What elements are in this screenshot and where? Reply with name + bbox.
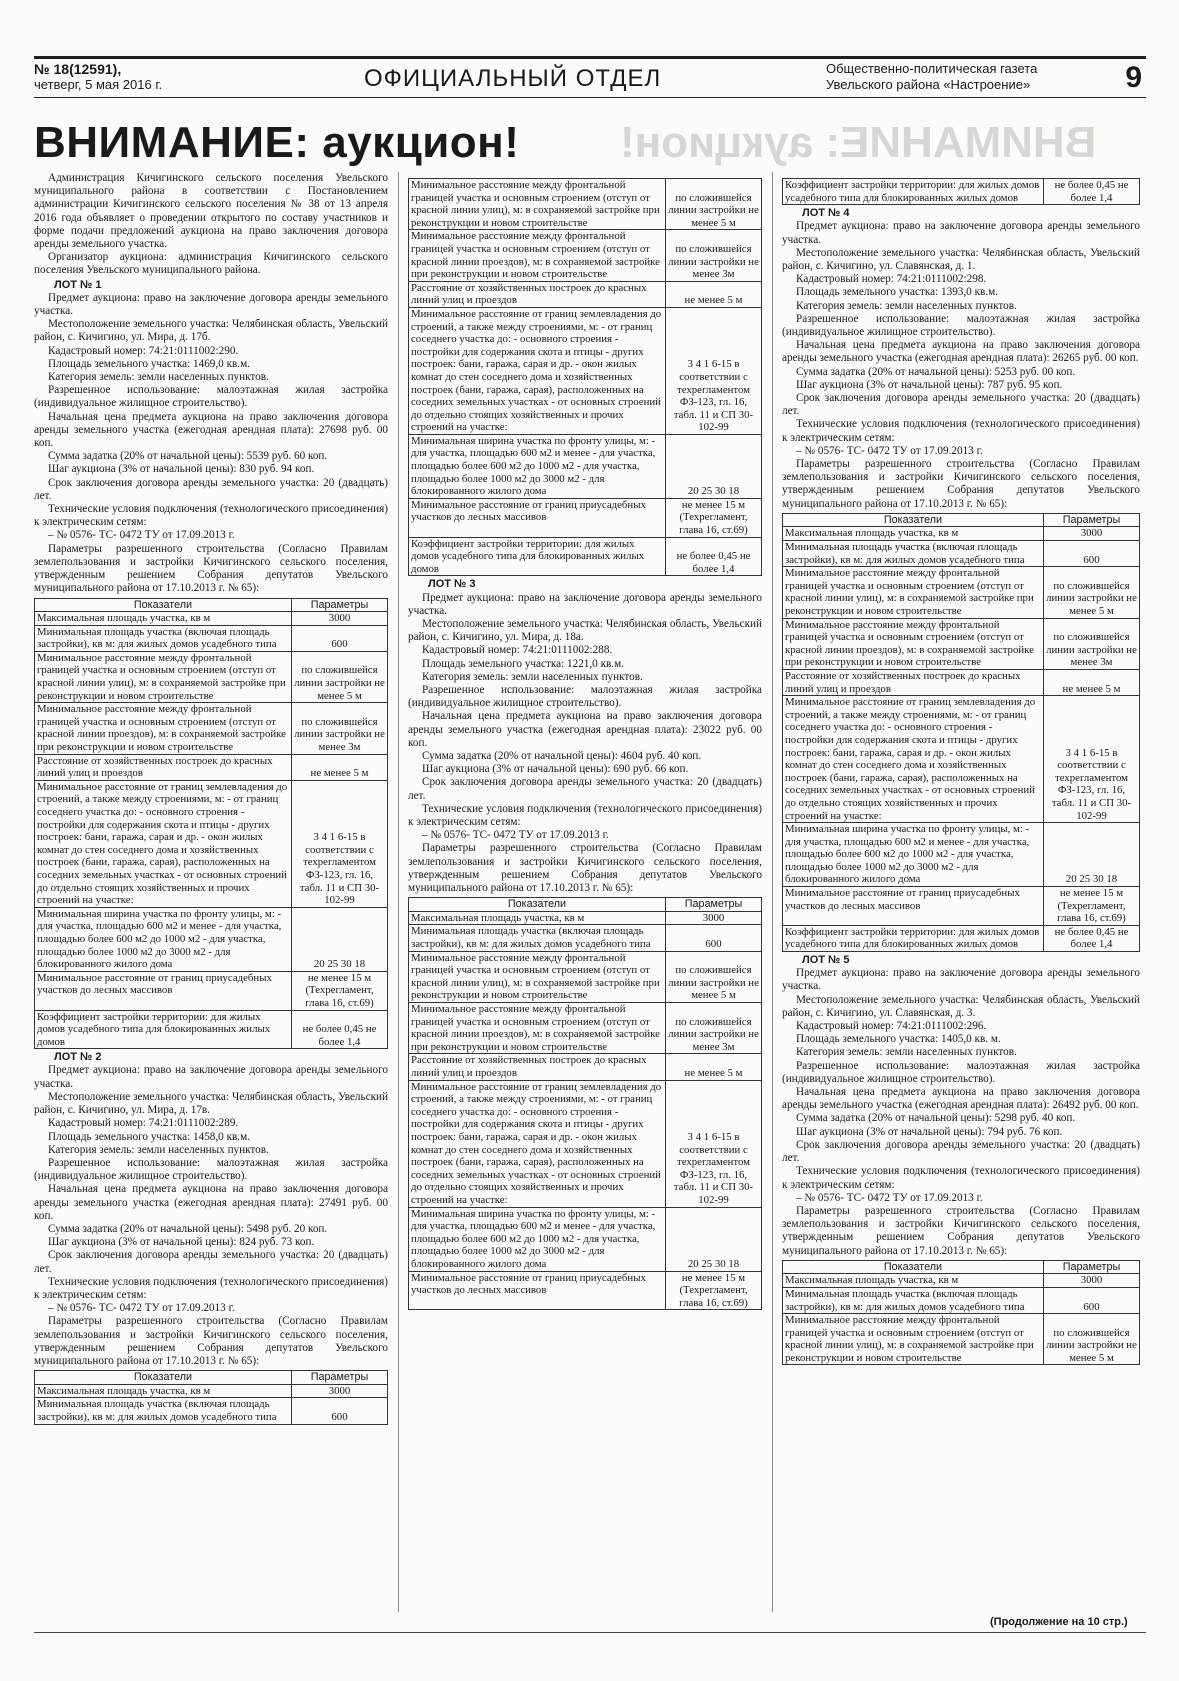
row-value: 600 [1044,541,1140,567]
lot-usage: Разрешенное использование: малоэтажная жилая застройка (индивидуальное жилищное строительство). [34,1156,388,1183]
lot-subject: Предмет аукциона: право на заключение договора аренды земельного участка. [782,967,1140,993]
row-value: 3000 [666,911,762,925]
column-1 [34,172,388,1427]
lot-title: ЛОТ № 1 [54,278,102,291]
col-header: Параметры [1044,513,1140,527]
row-value: 20 25 30 18 [292,907,388,971]
lot-deposit: Сумма задатка (20% от начальной цены): 5498 руб. 20 коп. [48,1222,328,1235]
row-value: 3000 [1044,1274,1140,1288]
lot-term: Срок заключения договора аренды земельного участка: 20 (двадцать) лет. [34,476,388,502]
continued-note: (Продолжение на 10 стр.) [990,1616,1128,1628]
row-value: не менее 5 м [1044,669,1140,695]
lot-tech: Технические условия подключения (технологического присоединения) к электрическим сетям: [34,1275,388,1301]
row-value: 3000 [1044,527,1140,541]
lot-area: Площадь земельного участка: 1469,0 кв.м. [48,357,250,370]
lot-category: Категория земель: земли населенных пунктов. [796,299,1017,312]
row-value: 3 4 1 6-15 в соответствии с техрегламентом ФЗ-123, гл. 16, табл. 11 и СП 30-102-99 [1044,696,1140,823]
row-label: Минимальное расстояние между фронтальной границей участка и основным строением (отступ от красной линии улиц), м: в сохраняемой застройке при реконструкции и новом строительстве [409,951,666,1002]
col-header: Параметры [1044,1260,1140,1274]
issue-number: № 18(12591), [34,61,122,77]
row-label: Минимальное расстояние между фронтальной границей участка и основным строением (отступ от красной линии проездов), м: в сохраняемой застройке при реконструкции и новом строительстве [35,703,292,754]
section-title: ОФИЦИАЛЬНЫЙ ОТДЕЛ [364,65,662,92]
lot-step: Шаг аукциона (3% от начальной цены): 794 руб. 76 коп. [796,1125,1063,1138]
row-value: не менее 15 м (Техрегламент, глава 16, ст.69) [1044,887,1140,926]
row-value: 600 [1044,1287,1140,1313]
row-label: Минимальное расстояние между фронтальной границей участка и основным строением (отступ от красной линии улиц), м: в сохраняемой застройке при реконструкции и новом строительстве [783,1314,1044,1365]
issue-date: четверг, 5 мая 2016 г. [34,77,163,92]
lot-cadastre: Кадастровый номер: 74:21:0111002:290. [48,344,239,357]
lot-tech-number: – № 0576- ТС- 0472 ТУ от 17.09.2013 г. [422,829,609,842]
params-table [34,598,388,1050]
lot-tech: Технические условия подключения (технологического присоединения) к электрическим сетям: [782,418,1140,444]
row-label: Максимальная площадь участка, кв м [35,1384,292,1398]
row-value: по сложившейся линии застройки не менее 5 м [1044,567,1140,618]
lot-tech: Технические условия подключения (технологического присоединения) к электрическим сетям: [408,802,762,829]
row-label: Минимальная площадь участка (включая площадь застройки), кв м: для жилых домов усадебного типа [783,541,1044,567]
row-label: Расстояние от хозяйственных построек до красных линий улиц и проездов [409,1054,666,1080]
lot-deposit: Сумма задатка (20% от начальной цены): 5539 руб. 60 коп. [48,450,328,463]
lot-price: Начальная цена предмета аукциона на право заключения договора аренды земельного участка (ежегодная арендная плата): 26265 руб. 00 коп. [782,339,1140,365]
lot-step: Шаг аукциона (3% от начальной цены): 830 руб. 94 коп. [48,463,315,476]
row-value: по сложившейся линии застройки не менее 5 м [666,179,762,230]
row-label: Минимальное расстояние от границ приусадебных участков до лесных массивов [409,498,666,537]
row-value: 3000 [292,612,388,626]
lot-category: Категория земель: земли населенных пунктов. [796,1046,1017,1059]
row-value: 20 25 30 18 [666,1207,762,1271]
lot-cadastre: Кадастровый номер: 74:21:0111002:298. [796,273,987,286]
lot-tech-number: – № 0576- ТС- 0472 ТУ от 17.09.2013 г. [796,444,983,457]
row-value: по сложившейся линии застройки не менее 5 м [1044,1314,1140,1365]
lot-usage: Разрешенное использование: малоэтажная жилая застройка (индивидуальное жилищное строительство). [782,1059,1140,1085]
lot-location: Местоположение земельного участка: Челябинская область, Увельский район, с. Кичигино, ул. Мира, д. 17в. [34,1090,388,1117]
row-label: Минимальное расстояние от границ землевладения до строений, а также между строениями, м: - от границ соседнего участка до: - основного строения - постройки для содержания скота и птицы - других построек: бани, гаража, сарая и др. - окон жилых комнат до стен соседнего дома и хозяйственных построек (бани, гаража, сарая), расположенных на соседних земельных участках - от основных строений до отдельно стоящих хозяйственных и прочих строений на участке: [35,780,292,907]
paper-line-2: Увельского района «Настроение» [826,77,1031,92]
col-header: Параметры [292,1371,388,1385]
row-label: Минимальная площадь участка (включая площадь застройки), кв м: для жилых домов усадебного типа [783,1287,1044,1313]
lot-area: Площадь земельного участка: 1393,0 кв.м. [796,286,998,299]
row-value: 3 4 1 6-15 в соответствии с техрегламентом ФЗ-123, гл. 16, табл. 11 и СП 30-102-99 [666,1080,762,1207]
row-value: не более 0,45 не более 1,4 [666,537,762,576]
lot-term: Срок заключения договора аренды земельного участка: 20 (двадцать) лет. [782,392,1140,418]
col-header: Параметры [666,898,762,912]
lot-tech-number: – № 0576- ТС- 0472 ТУ от 17.09.2013 г. [796,1191,983,1204]
row-value: не менее 5 м [292,754,388,780]
lot-deposit: Сумма задатка (20% от начальной цены): 4604 руб. 40 коп. [422,750,702,763]
lot-tech: Технические условия подключения (технологического присоединения) к электрическим сетям: [34,503,388,529]
col-header: Параметры [292,598,388,612]
row-label: Максимальная площадь участка, кв м [783,1274,1044,1288]
lot-tech-number: – № 0576- ТС- 0472 ТУ от 17.09.2013 г. [48,529,235,542]
lot-price: Начальная цена предмета аукциона на право заключения договора аренды земельного участка (ежегодная арендная плата): 26492 руб. 00 коп. [782,1086,1140,1112]
row-label: Максимальная площадь участка, кв м [783,527,1044,541]
intro-paragraph: Организатор аукциона: администрация Кичигинского сельского поселения Увельского муниципального района. [34,251,388,277]
lot-step: Шаг аукциона (3% от начальной цены): 690 руб. 66 коп. [422,763,689,776]
lot-params: Параметры разрешенного строительства (Согласно Правилам землепользования и застройки Кичигинского сельского поселения, утвержденным решением Собрания депутатов Увельского муниципального района от 17.10.2013 г. № 65): [782,458,1140,510]
lot-location: Местоположение земельного участка: Челябинская область, Увельский район, с. Кичигино, ул. Мира, д. 17б. [34,318,388,344]
row-value: не более 0,45 не более 1,4 [1044,179,1140,205]
page-header [34,56,1146,98]
show-through-headline: ВНИМАНИЕ: аукцион! [620,118,1097,167]
lot-params: Параметры разрешенного строительства (Согласно Правилам землепользования и застройки Кичигинского сельского поселения, утвержденным решением Собрания депутатов Увельского муниципального района от 17.10.2013 г. № 65): [34,542,388,595]
row-label: Минимальная ширина участка по фронту улицы, м: - для участка, площадью 600 м2 и менее - для участка, площадью более 600 м2 до 1000 м2 - для участка, площадью более 1000 м2 до 3000 м2 - для блокированного жилого дома [783,823,1044,887]
row-value: 3 4 1 6-15 в соответствии с техрегламентом ФЗ-123, гл. 16, табл. 11 и СП 30-102-99 [292,780,388,907]
row-value: 20 25 30 18 [666,434,762,498]
row-value: по сложившейся линии застройки не менее 3м [666,230,762,281]
row-label: Коэффициент застройки территории: для жилых домов усадебного типа для блокированных жилых домов [783,925,1044,951]
lot-location: Местоположение земельного участка: Челябинская область, Увельский район, с. Кичигино, ул. Славянская, д. 1. [782,246,1140,272]
row-label: Минимальное расстояние от границ приусадебных участков до лесных массивов [409,1271,666,1310]
row-value: по сложившейся линии застройки не менее 3м [292,703,388,754]
col-header: Показатели [409,898,666,912]
lot-area: Площадь земельного участка: 1221,0 кв.м. [422,657,624,670]
params-table-continued [408,178,762,576]
row-value: не менее 5 м [666,281,762,307]
row-value: не более 0,45 не более 1,4 [1044,925,1140,951]
row-label: Минимальная ширина участка по фронту улицы, м: - для участка, площадью 600 м2 и менее - для участка, площадью более 600 м2 до 1000 м2 - для участка, площадью более 1000 м2 до 3000 м2 - для блокированного жилого дома [35,907,292,971]
column-2 [408,176,762,1312]
lot-params: Параметры разрешенного строительства (Согласно Правилам землепользования и застройки Кичигинского сельского поселения, утвержденным решением Собрания депутатов Увельского муниципального района от 17.10.2013 г. № 65): [34,1315,388,1367]
lot-deposit: Сумма задатка (20% от начальной цены): 5253 руб. 00 коп. [796,365,1076,378]
row-value: не менее 15 м (Техрегламент, глава 16, ст.69) [292,971,388,1010]
row-label: Минимальное расстояние от границ землевладения до строений, а также между строениями, м: - от границ соседнего участка до: - основного строения - постройки для содержания скота и птицы - других построек: бани, гаража, сарая и др. - окон жилых комнат до стен соседнего дома и хозяйственных построек (бани, гаража, сарая), расположенных на соседних земельных участках - от основных строений до отдельно стоящих хозяйственных и прочих строений на участке: [409,307,666,434]
lot-subject: Предмет аукциона: право на заключение договора аренды земельного участка. [408,591,762,617]
lot-category: Категория земель: земли населенных пунктов. [422,670,643,683]
row-value: не менее 15 м (Техрегламент, глава 16, ст.69) [666,498,762,537]
paper-name [826,61,1037,93]
row-label: Минимальное расстояние от границ приусадебных участков до лесных массивов [35,971,292,1010]
issue-info [34,61,162,93]
row-value: 3000 [292,1384,388,1398]
row-value: по сложившейся линии застройки не менее 3м [1044,618,1140,669]
lot-usage: Разрешенное использование: малоэтажная жилая застройка (индивидуальное жилищное строительство). [782,312,1140,339]
column-3 [782,176,1140,1367]
lot-area: Площадь земельного участка: 1405,0 кв. м. [796,1033,1001,1046]
lot-deposit: Сумма задатка (20% от начальной цены): 5298 руб. 40 коп. [796,1112,1076,1125]
lot-step: Шаг аукциона (3% от начальной цены): 787 руб. 95 коп. [796,378,1063,391]
lot-title: ЛОТ № 5 [802,954,850,967]
row-label: Коэффициент застройки территории: для жилых домов усадебного типа для блокированных жилых домов [783,179,1044,205]
column-divider [772,172,773,1612]
col-header: Показатели [35,1371,292,1385]
row-value: не менее 15 м (Техрегламент, глава 16, ст.69) [666,1271,762,1310]
row-value: 3 4 1 6-15 в соответствии с техрегламентом ФЗ-123, гл. 16, табл. 11 и СП 30-102-99 [666,307,762,434]
row-label: Минимальное расстояние между фронтальной границей участка и основным строением (отступ от красной линии проездов), м: в сохраняемой застройке при реконструкции и новом строительстве [409,230,666,281]
lot-category: Категория земель: земли населенных пунктов. [48,371,269,384]
row-label: Минимальное расстояние от границ землевладения до строений, а также между строениями, м: - от границ соседнего участка до: - основного строения - постройки для содержания скота и птицы - других построек: бани, гаража, сарая и др. - окон жилых комнат до стен соседнего дома и хозяйственных построек (бани, гаража, сарая), расположенных на соседних земельных участках - от основных строений до отдельно стоящих хозяйственных и прочих строений на участке: [783,696,1044,823]
lot-tech-number: – № 0576- ТС- 0472 ТУ от 17.09.2013 г. [48,1302,235,1315]
row-label: Коэффициент застройки территории: для жилых домов усадебного типа для блокированных жилых домов [35,1010,292,1049]
lot-cadastre: Кадастровый номер: 74:21:0111002:296. [796,1020,987,1033]
lot-term: Срок заключения договора аренды земельного участка: 20 (двадцать) лет. [408,776,762,802]
row-label: Расстояние от хозяйственных построек до красных линий улиц и проездов [35,754,292,780]
lot-title: ЛОТ № 2 [54,1051,102,1064]
params-table [782,513,1140,952]
lot-tech: Технические условия подключения (технологического присоединения) к электрическим сетям: [782,1165,1140,1191]
lot-location: Местоположение земельного участка: Челябинская область, Увельский район, с. Кичигино, ул. Мира, д. 18а. [408,618,762,644]
row-label: Минимальная площадь участка (включая площадь застройки), кв м: для жилых домов усадебного типа [35,625,292,651]
lot-subject: Предмет аукциона: право на заключение договора аренды земельного участка. [34,291,388,318]
row-value: по сложившейся линии застройки не менее 5 м [666,951,762,1002]
lot-title: ЛОТ № 4 [802,207,850,220]
intro-paragraph: Администрация Кичигинского сельского поселения Увельского муниципального района в соответствии с Постановлением администрации Кичигинского сельского поселения № 38 от 13 апреля 2016 года объявляет о проведении открытого по составу участников и форме подачи предложений аукциона на право заключения договора аренды земельного участка. [34,172,388,251]
lot-location: Местоположение земельного участка: Челябинская область, Увельский район, с. Кичигино, ул. Славянская, д. 3. [782,993,1140,1019]
params-table [34,1370,388,1424]
row-label: Расстояние от хозяйственных построек до красных линий улиц и проездов [409,281,666,307]
row-label: Минимальное расстояние между фронтальной границей участка и основным строением (отступ от красной линии улиц), м: в сохраняемой застройке при реконструкции и новом строительстве [35,651,292,702]
row-label: Минимальное расстояние между фронтальной границей участка и основным строением (отступ от красной линии улиц), м: в сохраняемой застройке при реконструкции и новом строительстве [409,179,666,230]
row-label: Минимальное расстояние между фронтальной границей участка и основным строением (отступ от красной линии проездов), м: в сохраняемой застройке при реконструкции и новом строительстве [409,1003,666,1054]
row-value: по сложившейся линии застройки не менее 5 м [292,651,388,702]
lot-cadastre: Кадастровый номер: 74:21:0111002:289. [48,1117,239,1130]
params-table [782,1260,1140,1366]
paper-line-1: Общественно-политическая газета [826,61,1038,76]
row-label: Минимальное расстояние от границ приусадебных участков до лесных массивов [783,887,1044,926]
params-table-continued [782,178,1140,205]
lot-subject: Предмет аукциона: право на заключение договора аренды земельного участка. [782,220,1140,246]
row-value: 600 [292,625,388,651]
page-title: ВНИМАНИЕ: аукцион! [34,118,520,167]
row-label: Минимальное расстояние от границ землевладения до строений, а также между строениями, м: - от границ соседнего участка до: - основного строения - постройки для содержания скота и птицы - других построек: бани, гаража, сарая и др. - окон жилых комнат до стен соседнего дома и хозяйственных построек (бани, гаража, сарая), расположенных на соседних земельных участках - от основных строений до отдельно стоящих хозяйственных и прочих строений на участке: [409,1080,666,1207]
lot-step: Шаг аукциона (3% от начальной цены): 824 руб. 73 коп. [48,1236,315,1249]
params-table [408,897,762,1310]
page-number: 9 [1125,61,1142,94]
col-header: Показатели [35,598,292,612]
lot-usage: Разрешенное использование: малоэтажная жилая застройка (индивидуальное жилищное строительство). [408,684,762,710]
lot-price: Начальная цена предмета аукциона на право заключения договора аренды земельного участка (ежегодная арендная плата): 27698 руб. 00 коп. [34,410,388,450]
row-value: 600 [666,925,762,951]
row-value: по сложившейся линии застройки не менее 3м [666,1003,762,1054]
lot-term: Срок заключения договора аренды земельного участка: 20 (двадцать) лет. [34,1249,388,1275]
row-value: 20 25 30 18 [1044,823,1140,887]
row-value: не менее 5 м [666,1054,762,1080]
lot-cadastre: Кадастровый номер: 74:21:0111002:288. [422,644,613,657]
lot-term: Срок заключения договора аренды земельного участка: 20 (двадцать) лет. [782,1138,1140,1165]
bottom-rule [34,1632,1146,1633]
row-label: Минимальная площадь участка (включая площадь застройки), кв м: для жилых домов усадебного типа [35,1398,292,1424]
row-label: Максимальная площадь участка, кв м [35,612,292,626]
lot-params: Параметры разрешенного строительства (Согласно Правилам землепользования и застройки Кичигинского сельского поселения, утвержденным решением Собрания депутатов Увельского муниципального района от 17.10.2013 г. № 65): [408,842,762,895]
lot-area: Площадь земельного участка: 1458,0 кв.м. [48,1130,250,1143]
lot-price: Начальная цена предмета аукциона на право заключения договора аренды земельного участка (ежегодная арендная плата): 27491 руб. 00 коп. [34,1183,388,1222]
lot-params: Параметры разрешенного строительства (Согласно Правилам землепользования и застройки Кичигинского сельского поселения, утвержденным решением Собрания депутатов Увельского муниципального района от 17.10.2013 г. № 65): [782,1204,1140,1257]
col-header: Показатели [783,1260,1044,1274]
row-label: Минимальная ширина участка по фронту улицы, м: - для участка, площадью 600 м2 и менее - для участка, площадью более 600 м2 до 1000 м2 - для участка, площадью более 1000 м2 до 3000 м2 - для блокированного жилого дома [409,1207,666,1271]
column-divider [398,172,399,1612]
row-label: Коэффициент застройки территории: для жилых домов усадебного типа для блокированных жилых домов [409,537,666,576]
col-header: Показатели [783,513,1044,527]
row-label: Расстояние от хозяйственных построек до красных линий улиц и проездов [783,669,1044,695]
lot-usage: Разрешенное использование: малоэтажная жилая застройка (индивидуальное жилищное строительство). [34,384,388,410]
row-label: Минимальная ширина участка по фронту улицы, м: - для участка, площадью 600 м2 и менее - для участка, площадью более 600 м2 до 1000 м2 - для участка, площадью более 1000 м2 до 3000 м2 - для блокированного жилого дома [409,434,666,498]
lot-title: ЛОТ № 3 [428,578,476,591]
lot-subject: Предмет аукциона: право на заключение договора аренды земельного участка. [34,1064,388,1090]
row-label: Минимальное расстояние между фронтальной границей участка и основным строением (отступ от красной линии улиц), м: в сохраняемой застройке при реконструкции и новом строительстве [783,567,1044,618]
row-label: Минимальное расстояние между фронтальной границей участка и основным строением (отступ от красной линии проездов), м: в сохраняемой застройке при реконструкции и новом строительстве [783,618,1044,669]
lot-category: Категория земель: земли населенных пунктов. [48,1143,269,1156]
lot-price: Начальная цена предмета аукциона на право заключения договора аренды земельного участка (ежегодная арендная плата): 23022 руб. 00 коп. [408,710,762,749]
row-value: не более 0,45 не более 1,4 [292,1010,388,1049]
row-label: Минимальная площадь участка (включая площадь застройки), кв м: для жилых домов усадебного типа [409,925,666,951]
row-label: Максимальная площадь участка, кв м [409,911,666,925]
row-value: 600 [292,1398,388,1424]
